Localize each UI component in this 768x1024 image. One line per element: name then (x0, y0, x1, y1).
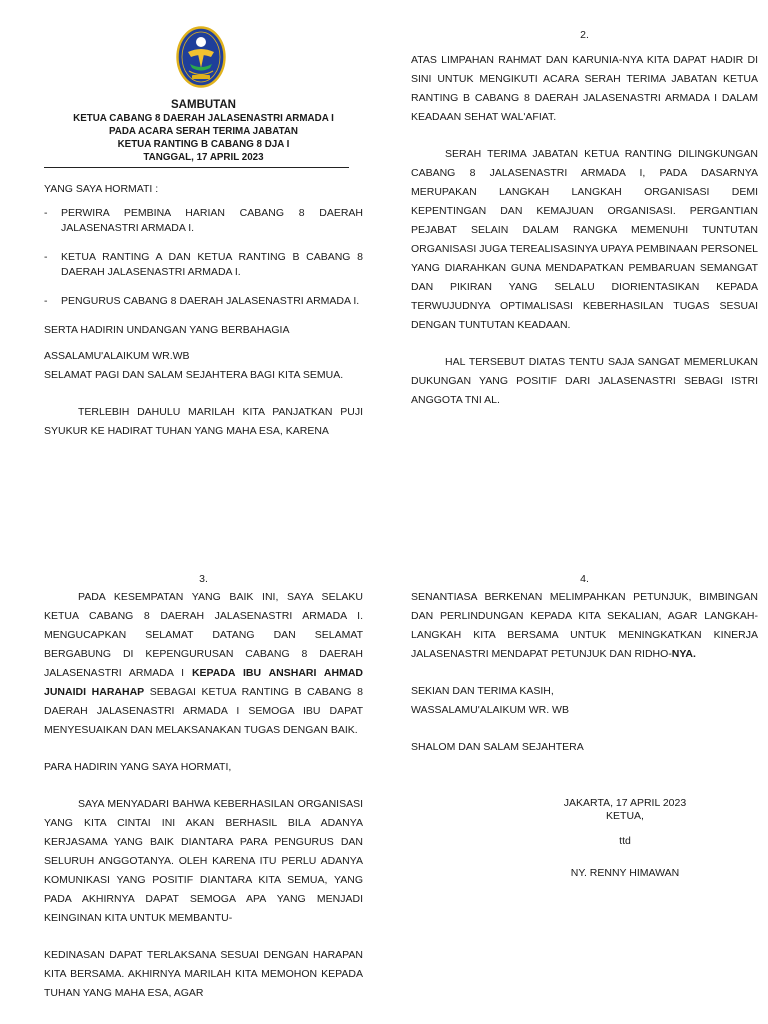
place-date: JAKARTA, 17 APRIL 2023 (563, 797, 687, 809)
subtitle-line: TANGGAL, 17 APRIL 2023 (143, 152, 264, 163)
guests-greeting: SERTA HADIRIN UNDANGAN YANG BERBAHAGIA (44, 324, 290, 336)
paragraph: TERLEBIH DAHULU MARILAH KITA PANJATKAN PUJI SYUKUR KE HADIRAT TUHAN YANG MAHA ESA, KARENA (44, 406, 363, 437)
signature-block (535, 797, 715, 880)
document-title: SAMBUTAN (171, 99, 236, 111)
opening-greeting: ASSALAMU'ALAIKUM WR.WB (44, 350, 190, 362)
honoured-list (44, 206, 363, 309)
page-number: 4. (580, 573, 589, 585)
paragraph (411, 588, 758, 664)
paragraph: HAL TERSEBUT DIATAS TENTU SAJA SANGAT MEMERLUKAN DUKUNGAN YANG POSITIF DARI JALASENASTRI SEBAGI ISTRI ANGGOTA TNI AL. (411, 356, 758, 406)
closing-greeting: WASSALAMU'ALAIKUM WR. WB (411, 704, 569, 716)
list-item: - PENGURUS CABANG 8 DAERAH JALASENASTRI ARMADA I. (44, 294, 363, 309)
signer-name: NY. RENNY HIMAWAN (570, 867, 680, 879)
paragraph: KEDINASAN DAPAT TERLAKSANA SESUAI DENGAN HARAPAN KITA BERSAMA. AKHIRNYA MARILAH KITA MEMOHON KEPADA TUHAN YANG MAHA ESA, AGAR (44, 949, 363, 999)
page-3 (44, 570, 363, 1003)
jalasenastri-emblem (38, 26, 363, 98)
page-2 (411, 26, 758, 410)
list-item: - PERWIRA PEMBINA HARIAN CABANG 8 DAERAH JALASENASTRI ARMADA I. (44, 206, 363, 236)
page-4 (411, 570, 758, 880)
closing-blessing: SHALOM DAN SALAM SEJAHTERA (411, 741, 584, 753)
subtitle-line: KETUA CABANG 8 DAERAH JALASENASTRI ARMADA I (73, 113, 334, 124)
salutation: YANG SAYA HORMATI : (44, 183, 159, 195)
paragraph: SAYA MENYADARI BAHWA KEBERHASILAN ORGANISASI YANG KITA CINTAI INI AKAN BERHASIL BILA ADANYA KERJASAMA YANG BAIK DIANTARA PARA PENGURUS DAN SELURUH ANGGOTANYA. OLEH KARENA ITU PERLU ADANYA KOMUNIKASI YANG POSITIF DIANTARA KITA SEMUA, YANG PADA AKHIRNYA DAPAT SEMOGA APA YANG MENJADI KEINGINAN KITA UNTUK MEMBANTU- (44, 798, 363, 924)
closing-thanks: SEKIAN DAN TERIMA KASIH, (411, 685, 554, 697)
signature-mark: ttd (619, 835, 631, 847)
page-number: 3. (199, 573, 208, 585)
paragraph: ATAS LIMPAHAN RAHMAT DAN KARUNIA-NYA KITA DAPAT HADIR DI SINI UNTUK MENGIKUTI ACARA SERAH TERIMA JABATAN KETUA RANTING B CABANG 8 DAERAH JALASENASTRI ARMADA I DALAM KEADAAN SEHAT WAL'AFIAT. (411, 54, 758, 123)
honoree-name: KEPADA IBU ANSHARI AHMAD JUNAIDI HARAHAP (44, 667, 363, 698)
paragraph-text: SENANTIASA BERKENAN MELIMPAHKAN PETUNJUK, BIMBINGAN DAN PERLINDUNGAN KEPADA KITA SEKALIAN, AGAR LANGKAH-LANGKAH KITA BERSAMA UNTUK MENINGKATKAN KINERJA JALASENASTRI MENDAPAT PETUNJUK DAN RIDHO- (411, 591, 758, 660)
subtitle-line: PADA ACARA SERAH TERIMA JABATAN (108, 126, 299, 137)
signer-role: KETUA, (606, 810, 644, 822)
paragraph: SERAH TERIMA JABATAN KETUA RANTING DILINGKUNGAN CABANG 8 JALASENASTRI ARMADA I, PADA DASARNYA MERUPAKAN LANGKAH LANGKAH ORGANISASI DEMI KEPENTINGAN DAN KEMAJUAN ORGANISASI. PERGANTIAN PEJABAT SELAIN DALAM RANGKA MEMENUHI TUNTUTAN ORGANISASI JUGA TEREALISASINYA UPAYA PEMBINAAN PERSONEL YANG DIARAHKAN GUNA MENDAPATKAN PEMBARUAN SEMANGAT DAN PIKIRAN YANG SELALU DIORIENTASIKAN KEPADA TERWUJUDNYA OPTIMALISASI KEBERHASILAN TUGAS SESUAI DENGAN TUNTUTAN KEADAAN. (411, 148, 758, 331)
list-item: - KETUA RANTING A DAN KETUA RANTING B CABANG 8 DAERAH JALASENASTRI ARMADA I. (44, 250, 363, 280)
page-number: 2. (580, 29, 589, 41)
emphasis-text: NYA. (671, 648, 696, 660)
opening-greeting-2: SELAMAT PAGI DAN SALAM SEJAHTERA BAGI KITA SEMUA. (44, 369, 344, 381)
subtitle-line: KETUA RANTING B CABANG 8 DJA I (117, 139, 290, 150)
paragraph-text: PADA KESEMPATAN YANG BAIK INI, SAYA SELAKU KETUA CABANG 8 DAERAH JALASENASTRI ARMADA I. MENGUCAPKAN SELAMAT DATANG DAN SELAMAT BERGABUNG DI KEPENGURUSAN CABANG 8 DAERAH JALASENASTRI ARMADA I (44, 591, 363, 679)
page-1 (44, 26, 363, 441)
address-line: PARA HADIRIN YANG SAYA HORMATI, (44, 761, 232, 773)
paragraph-text: SEBAGAI KETUA RANTING B CABANG 8 DAERAH JALASENASTRI ARMADA I SEMOGA IBU DAPAT MENYESUAIKAN DAN MELAKSANAKAN TUGAS DENGAN BAIK. (44, 686, 363, 736)
paragraph (44, 588, 363, 740)
